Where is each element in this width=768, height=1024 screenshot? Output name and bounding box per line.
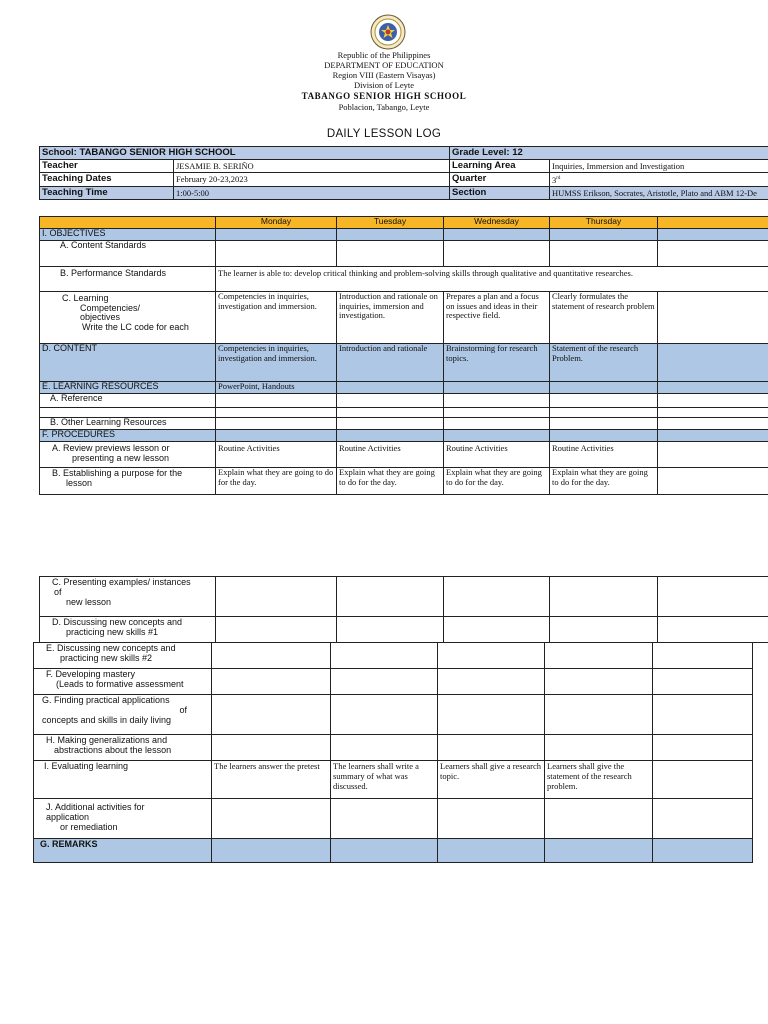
remarks-heading: G. REMARKS — [34, 839, 212, 863]
practical-line-2: of — [179, 705, 187, 715]
objectives-heading: I. OBJECTIVES — [40, 229, 216, 241]
review-label — [40, 442, 216, 468]
deped-seal-icon — [370, 14, 406, 50]
evaluating-monday: The learners answer the pretest — [212, 761, 331, 799]
teaching-dates-value: February 20-23,2023 — [174, 173, 450, 187]
discussing-1-label — [40, 617, 216, 643]
performance-standards-label: B. Performance Standards — [40, 267, 216, 292]
generalizations-line-1: H. Making generalizations and — [46, 735, 168, 745]
reference-label: A. Reference — [40, 394, 216, 408]
mastery-line-1: F. Developing mastery — [46, 669, 136, 679]
school-name: School: TABANGO SENIOR HIGH SCHOOL — [40, 147, 450, 160]
content-tuesday: Introduction and rationale — [337, 344, 444, 382]
lc-line-4: Write the LC code for each — [82, 321, 189, 332]
additional-line-1: J. Additional activities for — [46, 802, 145, 812]
header-school: TABANGO SENIOR HIGH SCHOOL — [301, 91, 467, 101]
content-heading: D. CONTENT — [40, 344, 216, 382]
review-tuesday: Routine Activities — [337, 442, 444, 468]
teaching-time-value: 1:00-5:00 — [174, 186, 450, 199]
lesson-log-table — [39, 216, 768, 495]
purpose-monday: Explain what they are going to do for the day. — [216, 468, 337, 495]
section-value: HUMSS Erikson, Socrates, Aristotle, Plato and ABM 12-De — [550, 186, 768, 199]
header-department: DEPARTMENT OF EDUCATION — [324, 60, 444, 70]
lc-line-3: objectives — [80, 312, 121, 322]
teaching-time-label: Teaching Time — [40, 186, 174, 199]
day-tuesday: Tuesday — [337, 217, 444, 229]
quarter-number: 3 — [552, 174, 557, 185]
purpose-line-2: lesson — [66, 477, 93, 488]
lc-line-2: Competencies/ — [80, 302, 141, 313]
header-region: Region VIII (Eastern Visayas) — [332, 70, 436, 80]
practical-line-1: G. Finding practical applications — [42, 695, 170, 705]
header-division: Division of Leyte — [354, 80, 414, 90]
teacher-label: Teacher — [40, 160, 174, 173]
presenting-label — [40, 577, 216, 617]
quarter-value — [550, 173, 768, 187]
mastery-label — [34, 669, 212, 695]
purpose-wednesday: Explain what they are going to do for the day. — [444, 468, 550, 495]
day-header-blank — [40, 217, 216, 229]
other-resources-label: B. Other Learning Resources — [40, 418, 216, 430]
learning-area-label: Learning Area — [450, 160, 550, 173]
lc-tuesday: Introduction and rationale on inquiries, immersion and investigation. — [337, 292, 444, 344]
day-thursday: Thursday — [550, 217, 658, 229]
content-thursday: Statement of the research Problem. — [550, 344, 658, 382]
review-wednesday: Routine Activities — [444, 442, 550, 468]
section-label: Section — [450, 186, 550, 199]
purpose-label — [40, 468, 216, 495]
header-republic: Republic of the Philippines — [337, 50, 431, 60]
info-table — [39, 146, 768, 200]
practical-label — [34, 695, 212, 735]
teacher-value: JESAMIE B. SERIÑO — [174, 160, 450, 173]
additional-label — [34, 799, 212, 839]
header-address: Poblacion, Tabango, Leyte — [338, 102, 430, 112]
presenting-line-1: C. Presenting examples/ instances — [52, 577, 191, 587]
content-standards-label: A. Content Standards — [40, 241, 216, 267]
purpose-tuesday: Explain what they are going to do for the day. — [337, 468, 444, 495]
presenting-line-2: of — [54, 587, 62, 597]
mastery-line-2: (Leads to formative assessment — [56, 679, 184, 689]
review-line-2: presenting a new lesson — [72, 452, 170, 463]
discussing-1-line-2: practicing new skills #1 — [66, 627, 159, 637]
purpose-thursday: Explain what they are going to do for the day. — [550, 468, 658, 495]
review-thursday: Routine Activities — [550, 442, 658, 468]
grade-level: Grade Level: 12 — [450, 147, 768, 160]
review-line-1: A. Review previews lesson or — [52, 443, 170, 453]
review-monday: Routine Activities — [216, 442, 337, 468]
day-header-extra — [658, 217, 768, 229]
generalizations-label — [34, 735, 212, 761]
quarter-label: Quarter — [450, 173, 550, 187]
discussing-2-line-2: practicing new skills #2 — [60, 653, 153, 663]
lc-line-1: C. Learning — [62, 293, 109, 303]
evaluating-wednesday: Learners shall give a research topic. — [438, 761, 545, 799]
quarter-suffix: rd — [556, 176, 561, 181]
evaluating-label: I. Evaluating learning — [34, 761, 212, 799]
generalizations-line-2: abstractions about the lesson — [54, 745, 172, 755]
practical-line-3: concepts and skills in daily living — [42, 715, 172, 725]
teaching-dates-label: Teaching Dates — [40, 173, 174, 187]
lc-wednesday: Prepares a plan and a focus on issues and ideas in their respective field. — [444, 292, 550, 344]
day-wednesday: Wednesday — [444, 217, 550, 229]
content-wednesday: Brainstorming for research topics. — [444, 344, 550, 382]
performance-standards-text: The learner is able to: develop critical thinking and problem-solving skills through qualitative and quantitative researches. — [216, 267, 768, 292]
day-monday: Monday — [216, 217, 337, 229]
content-monday: Competencies in inquiries, investigation and immersion. — [216, 344, 337, 382]
lc-thursday: Clearly formulates the statement of research problem — [550, 292, 658, 344]
learning-area-value: Inquiries, Immersion and Investigation — [550, 160, 768, 173]
learning-resources-monday: PowerPoint, Handouts — [216, 382, 337, 394]
procedures-table-final — [33, 642, 753, 863]
procedures-heading: F. PROCEDURES — [40, 430, 216, 442]
presenting-line-3: new lesson — [66, 597, 112, 607]
additional-line-2: application — [46, 812, 90, 822]
learning-competencies-label — [40, 292, 216, 344]
lc-monday: Competencies in inquiries, investigation and immersion. — [216, 292, 337, 344]
discussing-2-label — [34, 643, 212, 669]
discussing-1-line-1: D. Discussing new concepts and — [52, 617, 183, 627]
evaluating-thursday: Learners shall give the statement of the research problem. — [545, 761, 653, 799]
discussing-2-line-1: E. Discussing new concepts and — [46, 643, 176, 653]
evaluating-tuesday: The learners shall write a summary of what was discussed. — [331, 761, 438, 799]
procedures-table-continued — [39, 576, 768, 643]
learning-resources-heading: E. LEARNING RESOURCES — [40, 382, 216, 394]
page-title: DAILY LESSON LOG — [326, 128, 442, 140]
additional-line-3: or remediation — [60, 822, 118, 832]
purpose-line-1: B. Establishing a purpose for the — [52, 468, 183, 478]
